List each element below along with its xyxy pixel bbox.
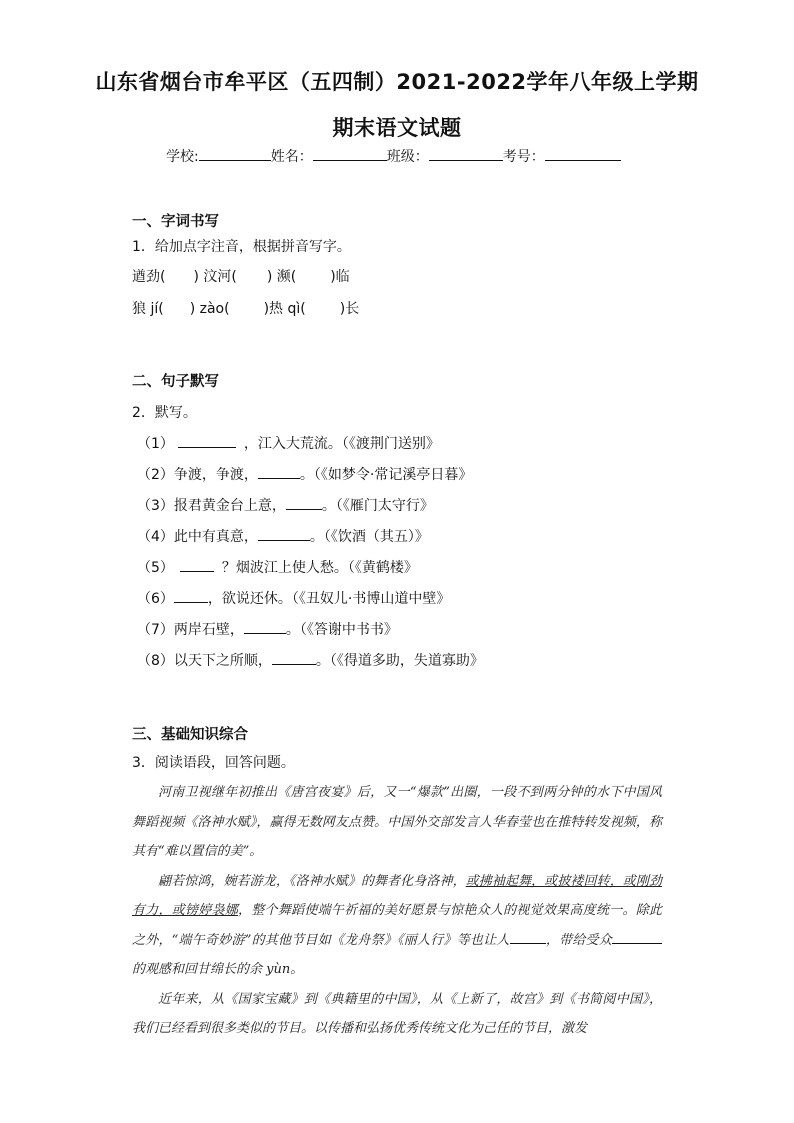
question1-row1 — [132, 266, 350, 286]
underlined-sentence: 或拂袖起舞，或披褛回转，或刚劲有力，或镑婷袅娜 — [132, 873, 662, 918]
pinyin-item: ) zào( — [189, 301, 230, 317]
answer-blank[interactable] — [180, 559, 214, 572]
section2-heading: 二、句子默写 — [132, 374, 219, 390]
recitation-item-7: （7）两岸石壁， 。（《答谢中书书》 — [137, 622, 398, 638]
exam-title-line1: 山东省烟台市牟平区（五四制）2021-2022学年八年级上学期 — [95, 70, 699, 94]
pinyin-item: )临 — [330, 269, 350, 285]
answer-blank[interactable] — [258, 528, 310, 541]
recitation-item-6: （6） ，欲说还休。（《丑奴儿·书博山道中壁》 — [137, 591, 451, 607]
pinyin-item: ) 汶河( — [193, 269, 237, 285]
pinyin-item: ) 濒( — [266, 269, 297, 285]
name-label: 姓名： — [270, 149, 313, 165]
answer-blank[interactable] — [178, 435, 236, 448]
pinyin-item: 狼 jí( — [132, 301, 164, 317]
recitation-item-3: （3）报君黄金台上意， 。（《雁门太守行》 — [137, 498, 434, 514]
question1-row2 — [132, 298, 359, 318]
section3-heading: 三、基础知识综合 — [132, 727, 248, 743]
question2-prompt: 2．默写。 — [132, 405, 197, 421]
answer-blank[interactable] — [258, 466, 300, 479]
answer-blank[interactable] — [510, 931, 546, 944]
recitation-item-4: （4）此中有真意， 。（《饮酒（其五）》 — [137, 529, 429, 545]
recitation-item-2: （2）争渡，争渡， 。（《如梦令·常记溪亭日暮》 — [137, 467, 473, 483]
recitation-item-1: （1） ，江入大荒流。（《渡荆门送别》 — [137, 436, 440, 452]
answer-blank[interactable] — [272, 652, 316, 665]
reading-passage — [132, 778, 662, 1044]
class-blank[interactable] — [429, 148, 503, 161]
pinyin-item: 遒劲( — [132, 269, 166, 285]
exam-number-blank[interactable] — [545, 148, 621, 161]
pinyin-item: )热 qì( — [263, 301, 306, 317]
question3-prompt: 3．阅读语段，回答问题。 — [132, 755, 295, 771]
passage-paragraph-2: 翩若惊鸿，婉若游龙，《洛神水赋》的舞者化身洛神，或拂袖起舞，或披褛回转，或刚劲有力，或镑婷袅娜，整个舞蹈使端午祈福的美好愿景与惊艳众人的视觉效果高度统一。除此之外，“端午奇妙游”的其他节目如《龙舟祭》《丽人行》等也让人 ，带给受众的观感和回甘绵长的余 yùn。 — [132, 873, 662, 977]
section1-heading: 一、字词书写 — [132, 214, 219, 230]
passage-paragraph-1: 河南卫视继年初推出《唐宫夜宴》后，又一“爆款”出圈，一段不到两分钟的水下中国风舞蹈视频《洛神水赋》，赢得无数网友点赞。中国外交部发言人华春莹也在推特转发视频，称其有“难以置信的美”。 — [132, 785, 662, 859]
exam-number-label: 考号： — [502, 149, 545, 165]
question1-prompt: 1．给加点字注音，根据拼音写字。 — [132, 239, 351, 255]
answer-blank[interactable] — [244, 621, 286, 634]
passage-paragraph-3: 近年来，从《国家宝藏》到《典籍里的中国》，从《上新了，故宫》到《书简阅中国》，我们已经看到很多类似的节目。以传播和弘扬优秀传统文化为己任的节目，激发 — [132, 991, 662, 1036]
student-info-row — [166, 146, 621, 166]
class-label: 班级： — [386, 149, 429, 165]
answer-blank[interactable] — [286, 497, 322, 510]
answer-blank[interactable] — [174, 590, 208, 603]
name-blank[interactable] — [313, 148, 387, 161]
school-label: 学校: — [166, 149, 199, 165]
answer-blank[interactable] — [612, 931, 662, 944]
recitation-item-8: （8）以天下之所顺， 。（《得道多助，失道寡助》 — [137, 653, 484, 669]
school-blank[interactable] — [199, 148, 271, 161]
exam-title-line2: 期末语文试题 — [332, 116, 462, 140]
pinyin-item: )长 — [339, 301, 360, 317]
recitation-item-5: （5） ？烟波江上使人愁。（《黄鹤楼》 — [137, 560, 418, 576]
